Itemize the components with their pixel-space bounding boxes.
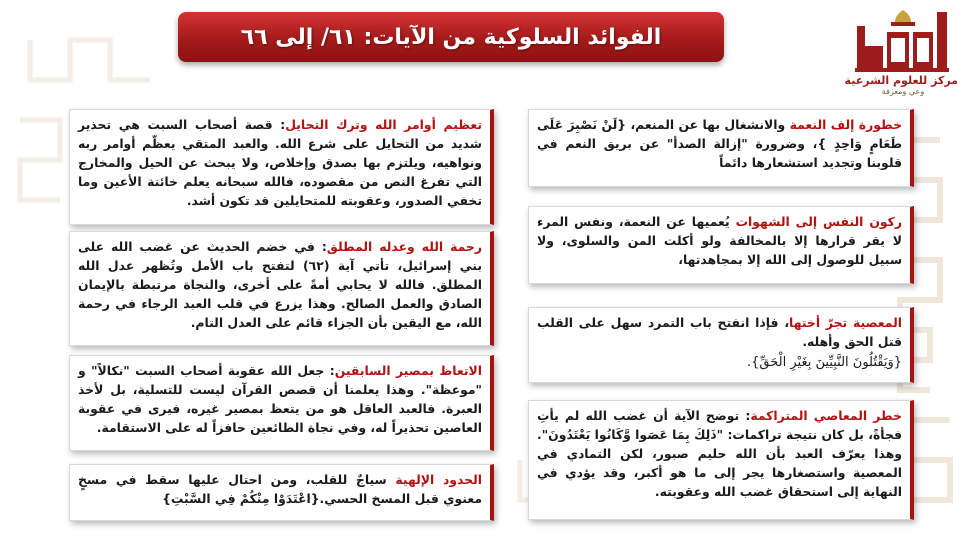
- card-body: يُعميها عن النعمة، ونفس المرء لا يقر قرارها إلا بالمخالفة ولو أكلت المن والسلوى، ولا سبيل للوصول إلى الله إلا بمجاهدتها،: [537, 214, 902, 267]
- card-desires-inclination: [528, 206, 914, 284]
- card-verse: {وَيَقْتُلُونَ النَّبِيِّينَ بِغَيْرِ الْحَقِّ}.: [747, 355, 902, 370]
- card-divine-limits: [69, 464, 494, 521]
- center-logo: [844, 6, 958, 106]
- logo-name: مركز للعلوم الشرعية: [844, 74, 958, 87]
- card-body: : في خضم الحديث عن غضب الله على بني إسرائيل، تأتي آية (٦٢) لتفتح باب الأمل وتُظهر عدل الله المطلق. فالله لا يحابي أمةً على أخرى، والنجاة مرتبطة بالإيمان الصادق والعمل الصالح. وهذا يزرع في قلب العبد الرجاء في رحمة الله، مع اليقين بأن الجزاء قائم على العدل التام.: [78, 239, 483, 330]
- slide-title-banner: [178, 12, 724, 62]
- slide-title: الفوائد السلوكية من الآيات: ٦١/ إلى ٦٦: [240, 24, 662, 50]
- card-body: والانشغال بها عن المنعم، {لَنْ نَصْبِرَ عَلَى طَعَامٍ وَاحِدٍ }، وضرورة "إزالة الصدأ" عن بريق النعم في قلوبنا وتجديد استشعارها دائماً: [537, 117, 902, 170]
- card-heading: الاتعاظ بمصير السابقين: [334, 363, 482, 378]
- logo-tagline: وعي ومعرفة: [881, 87, 925, 96]
- card-heading: تعظيم أوامر الله وترك التحايل: [285, 117, 483, 132]
- card-honoring-commands: [69, 109, 494, 225]
- card-heading: الحدود الإلهية: [395, 472, 482, 487]
- card-accumulated-sins: [528, 400, 914, 520]
- dome-logo-icon: [851, 6, 955, 78]
- card-heading: ركون النفس إلى الشهوات: [735, 214, 902, 229]
- card-heading: خطورة إلف النعمة: [789, 117, 902, 132]
- card-heading: رحمة الله وعدله المطلق: [326, 239, 482, 254]
- card-sin-leads-to-sin: [528, 307, 914, 383]
- card-body: : جعل الله عقوبة أصحاب السبت "نكالاً" و "موعظة". وهذا يعلمنا أن قصص القرآن ليست للتسلية، بل لأخذ العبرة. فالعبد العاقل هو من يتعظ بمصير غيره، فيرى في عقوبة العاصين تحذيراً له، وفي نجاة الطائعين حافزاً له على الاستقامة.: [78, 363, 482, 435]
- card-mercy-and-justice: [69, 231, 494, 346]
- card-learning-from-predecessors: [69, 355, 494, 451]
- card-heading: المعصية تجرّ أختها: [789, 315, 902, 330]
- card-body: سياجٌ للقلب، ومن احتال عليها سقط في مسخٍ معنوي قبل المسخ الحسي.{اعْتَدَوْا مِنْكُمْ فِي السَّبْتِ}: [78, 472, 482, 506]
- card-ungratefulness-danger: [528, 109, 914, 187]
- card-body: : توضح الآية أن غضب الله لم يأتِ فجأةً، بل كان نتيجة تراكمات: "ذَلِكَ بِمَا عَصَوا وَّكَانُوا يَعْتَدُونَ". وهذا يعرّف العبد بأن الله حليم صبور، لكن التمادي في المعصية واستصغارها يجر إلى ما هو أكبر، وقد يؤدي في النهاية إلى استحقاق غضب الله وعقوبته.: [537, 408, 902, 499]
- card-body: : قصة أصحاب السبت هي تحذير شديد من التحايل على شرع الله. والعبد المتقي يعظّم أوامر ربه ونواهيه، ويلتزم بها بصدق وإخلاص، ولا يبحث عن الحيل والمخارج التي تفرغ النص من مقصوده، فالله سبحانه يعلم خائنة الأعين وما تخفي الصدور، وعقوبته للمتحايلين قد تكون أشد.: [78, 117, 482, 208]
- card-heading: خطر المعاصي المتراكمة: [750, 408, 903, 423]
- card-body: ، فإذا انفتح باب التمرد سهل على القلب قتل الحق وأهله.: [537, 315, 902, 349]
